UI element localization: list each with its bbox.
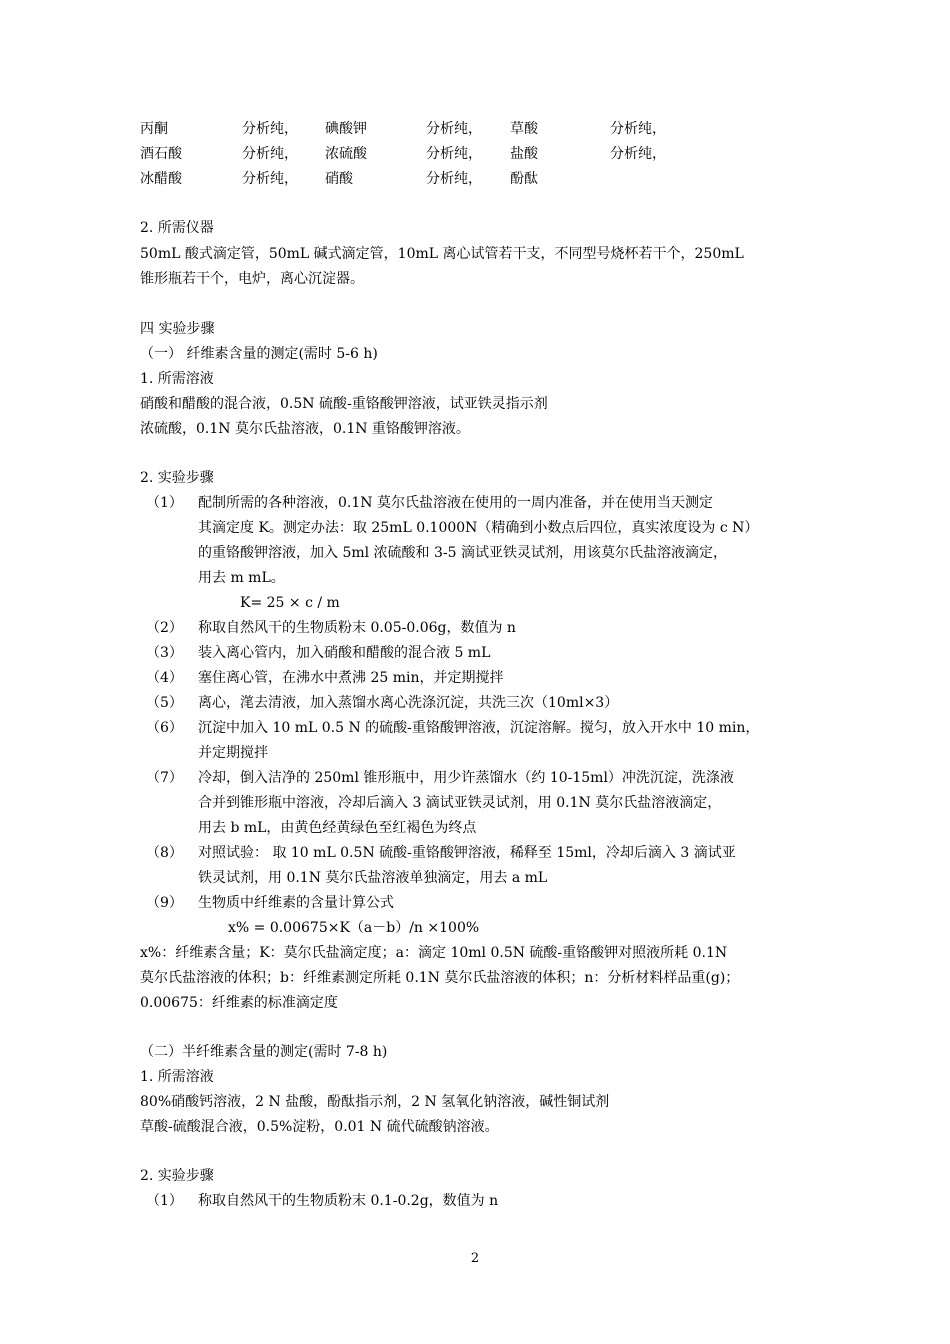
cellulose-formula: x% = 0.00675×K（a－b）/n ×100% bbox=[228, 920, 480, 936]
formula-legend: 0.00675：纤维素的标准滴定度 bbox=[140, 995, 338, 1011]
step-number: （6） bbox=[146, 720, 183, 736]
step-text: 用去 b mL，由黄色经黄绿色至红褐色为终点 bbox=[198, 820, 477, 836]
reagent-name: 浓硫酸 bbox=[325, 146, 367, 162]
reagent-grade: 分析纯， bbox=[426, 146, 482, 162]
formula-legend: 莫尔氏盐溶液的体积；b：纤维素测定所耗 0.1N 莫尔氏盐溶液的体积；n：分析材料样品重(g)； bbox=[140, 970, 740, 986]
reagent-name: 冰醋酸 bbox=[140, 171, 182, 187]
reagent-grade: 分析纯， bbox=[610, 121, 666, 137]
instruments-heading: 2. 所需仪器 bbox=[140, 220, 214, 236]
reagent-grade: 分析纯， bbox=[242, 171, 298, 187]
reagent-name: 盐酸 bbox=[510, 146, 538, 162]
reagent-grade: 分析纯， bbox=[426, 121, 482, 137]
section-heading: 四 实验步骤 bbox=[140, 321, 215, 337]
instruments-text: 锥形瓶若干个，电炉，离心沉淀器。 bbox=[140, 271, 364, 287]
step-text: 装入离心管内，加入硝酸和醋酸的混合液 5 mL bbox=[198, 645, 491, 661]
page-number: 2 bbox=[470, 1251, 480, 1266]
step-text: 生物质中纤维素的含量计算公式 bbox=[198, 895, 394, 911]
step-number: （1） bbox=[146, 495, 183, 511]
reagent-name: 酚酞 bbox=[510, 171, 538, 187]
step-text: 的重铬酸钾溶液，加入 5ml 浓硫酸和 3-5 滴试亚铁灵试剂，用该莫尔氏盐溶液滴定， bbox=[198, 545, 728, 561]
reagent-grade: 分析纯， bbox=[242, 121, 298, 137]
step-text: 并定期搅拌 bbox=[198, 745, 268, 761]
step-text: 塞住离心管，在沸水中煮沸 25 min，并定期搅拌 bbox=[198, 670, 504, 686]
steps-heading: 2. 实验步骤 bbox=[140, 1168, 214, 1184]
step-text: 离心，滗去清液，加入蒸馏水离心洗涤沉淀，共洗三次（10ml×3） bbox=[198, 695, 619, 711]
reagent-name: 草酸 bbox=[510, 121, 538, 137]
step-number: （2） bbox=[146, 620, 183, 636]
step-text: 沉淀中加入 10 mL 0.5 N 的硫酸-重铬酸钾溶液，沉淀溶解。搅匀，放入开水中 10 min， bbox=[198, 720, 760, 736]
reagent-name: 硝酸 bbox=[325, 171, 353, 187]
step-number: （5） bbox=[146, 695, 183, 711]
subsection-heading: （一） 纤维素含量的测定(需时 5-6 h) bbox=[140, 346, 378, 362]
step-text: 其滴定度 K。测定办法：取 25mL 0.1000N（精确到小数点后四位，真实浓度设为 c N） bbox=[198, 520, 759, 536]
step-number: （8） bbox=[146, 845, 183, 861]
step-text: 对照试验： 取 10 mL 0.5N 硫酸-重铬酸钾溶液，稀释至 15ml，冷却后滴入 3 滴试亚 bbox=[198, 845, 736, 861]
subsection-heading: （二）半纤维素含量的测定(需时 7-8 h) bbox=[140, 1044, 388, 1060]
step-text: 冷却，倒入洁净的 250ml 锥形瓶中，用少许蒸馏水（约 10-15ml）冲洗沉淀，洗涤液 bbox=[198, 770, 734, 786]
solutions-text: 硝酸和醋酸的混合液，0.5N 硫酸-重铬酸钾溶液，试亚铁灵指示剂 bbox=[140, 396, 548, 412]
titer-formula: K= 25 × c / m bbox=[240, 595, 340, 611]
solutions-text: 浓硫酸，0.1N 莫尔氏盐溶液，0.1N 重铬酸钾溶液。 bbox=[140, 421, 470, 437]
instruments-text: 50mL 酸式滴定管，50mL 碱式滴定管，10mL 离心试管若干支，不同型号烧杯若干个，250mL bbox=[140, 246, 744, 262]
reagent-name: 丙酮 bbox=[140, 121, 168, 137]
step-text: 称取自然风干的生物质粉末 0.1-0.2g，数值为 n bbox=[198, 1193, 499, 1209]
step-text: 用去 m mL。 bbox=[198, 570, 285, 586]
solutions-text: 草酸-硫酸混合液，0.5%淀粉，0.01 N 硫代硫酸钠溶液。 bbox=[140, 1119, 499, 1135]
reagent-name: 酒石酸 bbox=[140, 146, 182, 162]
step-text: 铁灵试剂，用 0.1N 莫尔氏盐溶液单独滴定，用去 a mL bbox=[198, 870, 548, 886]
step-number: （7） bbox=[146, 770, 183, 786]
step-number: （4） bbox=[146, 670, 183, 686]
solutions-heading: 1. 所需溶液 bbox=[140, 1069, 214, 1085]
step-number: （1） bbox=[146, 1193, 183, 1209]
reagent-grade: 分析纯， bbox=[610, 146, 666, 162]
solutions-heading: 1. 所需溶液 bbox=[140, 371, 214, 387]
steps-heading: 2. 实验步骤 bbox=[140, 470, 214, 486]
step-number: （3） bbox=[146, 645, 183, 661]
step-text: 称取自然风干的生物质粉末 0.05-0.06g，数值为 n bbox=[198, 620, 516, 636]
solutions-text: 80%硝酸钙溶液，2 N 盐酸，酚酞指示剂，2 N 氢氧化钠溶液，碱性铜试剂 bbox=[140, 1094, 610, 1110]
step-text: 配制所需的各种溶液，0.1N 莫尔氏盐溶液在使用的一周内准备，并在使用当天测定 bbox=[198, 495, 713, 511]
step-number: （9） bbox=[146, 895, 183, 911]
reagent-grade: 分析纯， bbox=[242, 146, 298, 162]
reagent-name: 碘酸钾 bbox=[325, 121, 367, 137]
step-text: 合并到锥形瓶中溶液，冷却后滴入 3 滴试亚铁灵试剂，用 0.1N 莫尔氏盐溶液滴定， bbox=[198, 795, 722, 811]
reagent-grade: 分析纯， bbox=[426, 171, 482, 187]
formula-legend: x%：纤维素含量；K：莫尔氏盐滴定度；a：滴定 10ml 0.5N 硫酸-重铬酸钾对照液所耗 0.1N bbox=[140, 945, 728, 961]
